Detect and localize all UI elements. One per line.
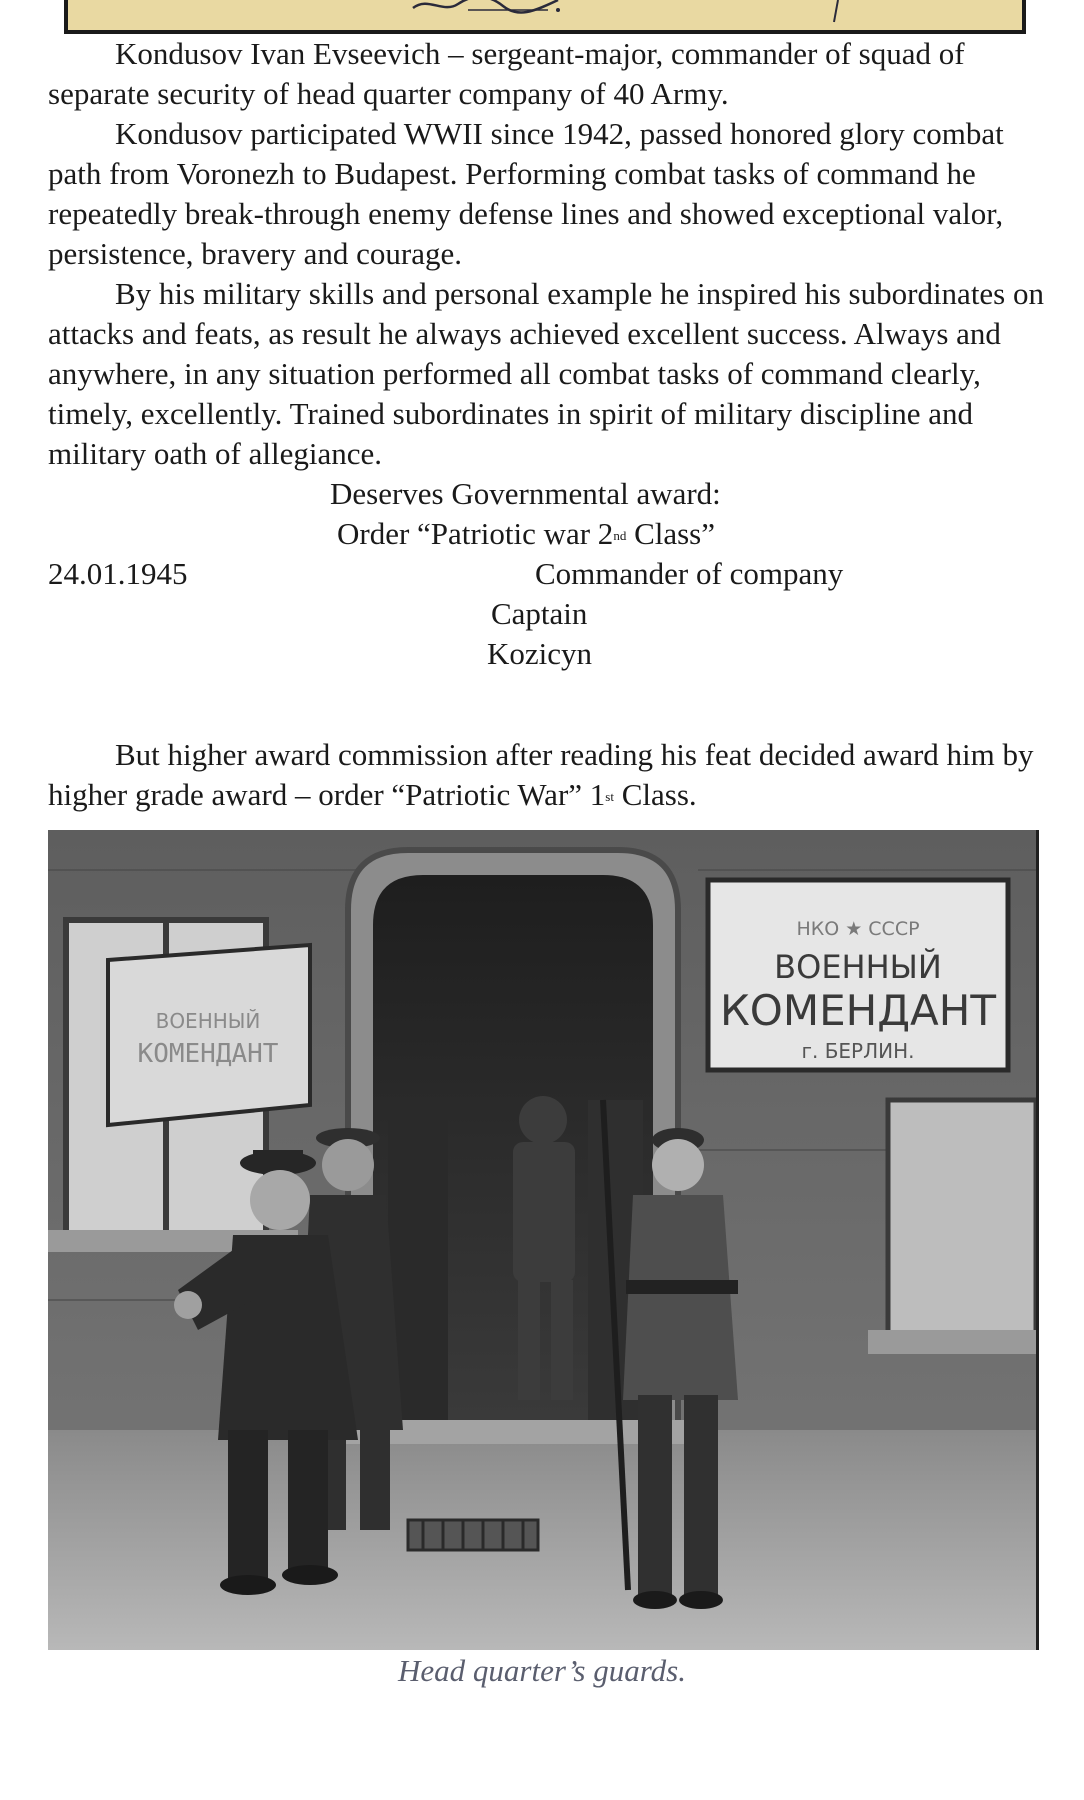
order-line-ordinal: nd	[613, 528, 627, 543]
paragraph-intro: Kondusov Ivan Evseevich – sergeant-major, commander of squad of separate security of head quarter company of 40 Army.	[48, 36, 965, 111]
commission-text: But higher award commission after reading his feat decided award him by higher grade award – order “Patriotic War” 1	[48, 737, 1034, 812]
award-date: 24.01.1945	[48, 556, 188, 591]
paragraph-service: Kondusov participated WWII since 1942, passed honored glory combat path from Voronezh to Budapest. Performing combat tasks of command he repeatedly break-through enemy defense lines and showed exceptional valor, persistence, bravery and courage.	[48, 116, 1004, 271]
paragraph-merit: By his military skills and personal example he inspired his subordinates on attacks and feats, as result he always achieved excellent success. Always and anywhere, in any situation performed all combat tasks of command clearly, timely, excellently. Trained subordinates in spirit of military discipline and military oath of allegiance.	[48, 276, 1045, 471]
left-sign-line1: ВОЕННЫЙ	[155, 1009, 261, 1033]
handwritten-mark	[808, 0, 868, 30]
right-sign	[708, 880, 1008, 1070]
right-sign-line1: НКО ★ СССР	[796, 918, 920, 940]
date-signer-row	[48, 554, 1048, 594]
left-sign	[108, 945, 310, 1125]
right-sign-line2: ВОЕННЫЙ	[774, 948, 942, 986]
order-award-line	[48, 514, 1048, 554]
drain-grate	[408, 1520, 538, 1550]
signer-rank: Captain	[491, 596, 588, 631]
commission-ordinal: st	[605, 789, 614, 804]
scanned-document-strip	[64, 0, 1026, 34]
photo-illustration	[48, 830, 1036, 1650]
award-text-block	[48, 34, 1048, 815]
signer-position: Commander of company	[535, 556, 844, 591]
photo-caption: Head quarter’s guards.	[398, 1653, 686, 1688]
left-sign-line2: КОМЕНДАНТ	[137, 1039, 279, 1069]
commission-paragraph	[48, 735, 1048, 815]
right-sign-line3: КОМЕНДАНТ	[719, 986, 997, 1035]
signer-name: Kozicyn	[487, 636, 593, 671]
order-line-prefix: Order “Patriotic war 2	[337, 516, 614, 551]
historical-photograph	[48, 830, 1039, 1650]
handwritten-signature	[408, 0, 568, 16]
deserves-award-line: Deserves Governmental award:	[330, 476, 721, 511]
order-line-suffix: Class”	[626, 516, 715, 551]
right-sign-line4: г. БЕРЛИН.	[801, 1039, 915, 1063]
commission-suffix: Class.	[613, 777, 697, 812]
